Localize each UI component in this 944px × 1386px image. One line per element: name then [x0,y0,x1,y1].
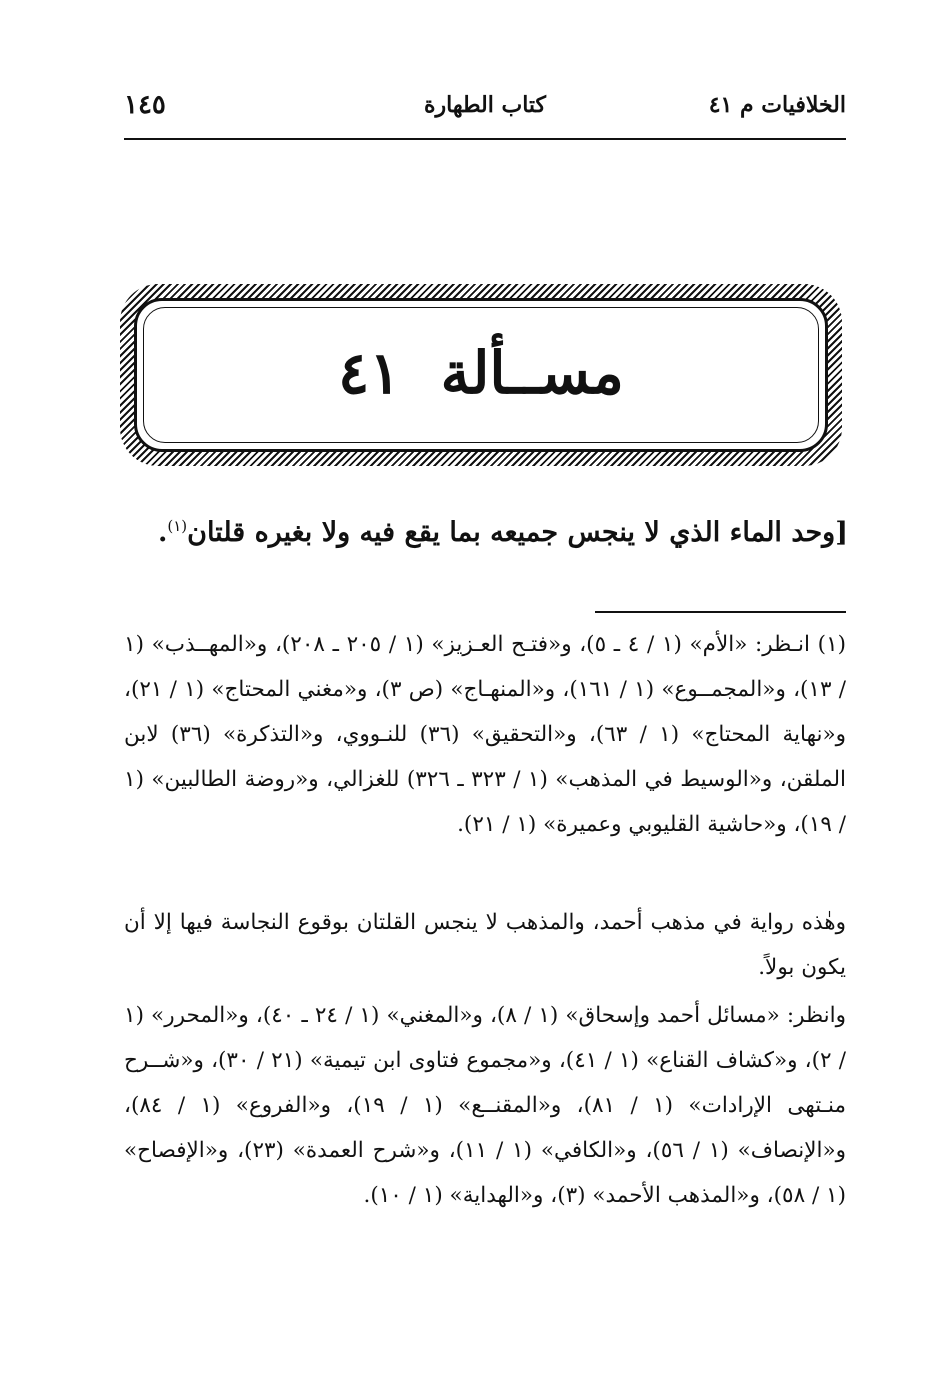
running-head-title: كتاب الطهارة [423,92,547,118]
footnote-hanbali-references: وانظر: «مسائل أحمد وإسحاق» (١ / ٨)، و«المغني» (١ / ٢٤ ـ ٤٠)، و«المحرر» (١ / ٢)، و«كشاف القناع» (١ / ٤١)، و«مجموع فتاوى ابن تيمية» (٢١ / ٣٠)، و«شــرح منـتهى الإرادات» (١ / ٨١)، و«المقنــع» (١ / ١٩)، و«الفروع» (١ / ٨٤)، و«الإنصاف» (١ / ٥٦)، و«الكافي» (١ / ١١)، و«شرح العمدة» (٢٣)، و«الإفصاح» (١ / ٥٨)، و«المذهب الأحمد» (٣)، و«الهداية» (١ / ١٠). [124,1003,847,1208]
title-frame-inner [134,298,828,452]
running-head-chapter: الخلافيات م ٤١ [708,92,846,118]
footnote-1-references: (١) انـظر: «الأم» (١ / ٤ ـ ٥)، و«فتـح العـزيز» (١ / ٢٠٥ ـ ٢٠٨)، و«المهــذب» (١ / ١٣)، و«المجمــوع» (١ / ١٦١)، و«المنهـاج» (ص ٣)، و«مغني المحتاج» (١ / ٢١)، و«نهاية المحتاج» (١ / ٦٣)، و«التحقيق» (٣٦) للنـووي، و«التذكرة» (٣٦) لابن الملقن، و«الوسيط في المذهب» (١ / ٣٢٣ ـ ٣٢٦) للغزالي، و«روضة الطالبين» (١ / ١٩)، و«حاشية القليوبي وعميرة» (١ / ٢١). [124,632,847,837]
issue-statement-text: [وحد الماء الذي لا ينجس جميعه بما يقع فيه ولا بغيره قلتان [187,517,848,548]
issue-statement [118,502,848,557]
page-number: ١٤٥ [124,90,166,120]
footnote-separator [595,611,846,613]
header-rule [124,138,846,140]
title-frame [120,284,842,466]
issue-title [137,339,825,407]
issue-number: ٤١ [338,339,401,407]
issue-statement-end: . [157,517,168,548]
footnote-hanbali-note: وهٰذه رواية في مذهب أحمد، والمذهب لا ينجس القلتان بوقوع النجاسة فيها إلا أن يكون بولاً. [124,910,846,980]
issue-title-word: مســألة [440,339,624,407]
page-header [124,84,846,128]
footnote-ref: (١) [167,517,188,535]
